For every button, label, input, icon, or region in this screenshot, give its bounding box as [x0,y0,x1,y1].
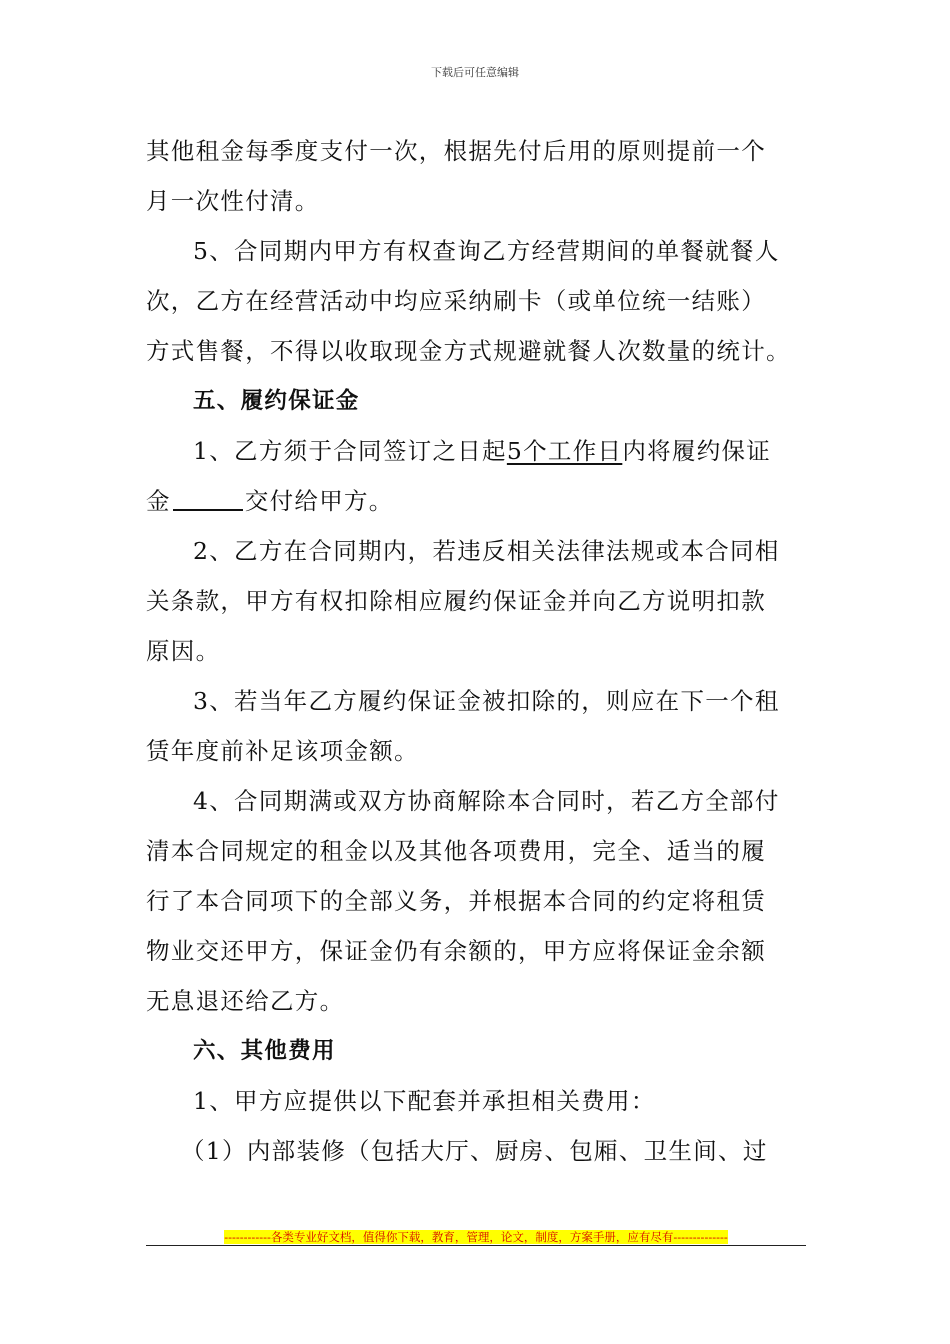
document-body [146,126,810,1176]
paragraph-line: 1、甲方应提供以下配套并承担相关费用： [193,1087,656,1115]
footer-text: ------------各类专业好文档，值得你下载，教育，管理，论文，制度，方案手册，应有尽有-------------- [224,1230,728,1244]
section-heading-6: 六、其他费用 [193,1038,336,1064]
paragraph-line: 4、合同期满或双方协商解除本合同时，若乙方全部付 [193,787,780,815]
paragraph-line: （1）内部装修（包括大厅、厨房、包厢、卫生间、过 [181,1137,768,1165]
paragraph-line: 2、乙方在合同期内，若违反相关法律法规或本合同相 [193,537,780,565]
page-header-note: 下载后可任意编辑 [431,66,519,79]
paragraph-line: 3、若当年乙方履约保证金被扣除的，则应在下一个租 [193,687,780,715]
paragraph-line: 关条款，甲方有权扣除相应履约保证金并向乙方说明扣款 [146,587,766,615]
paragraph-line: 原因。 [146,637,221,665]
paragraph-line: 次，乙方在经营活动中均应采纳刷卡（或单位统一结账） [146,287,766,315]
paragraph-line: 月一次性付清。 [146,187,320,215]
text-span: 1、乙方须于合同签订之日起 [193,437,507,465]
paragraph-line: 其他租金每季度支付一次，根据先付后用的原则提前一个 [146,137,766,165]
paragraph-line: 行了本合同项下的全部义务，并根据本合同的约定将租赁 [146,887,766,915]
text-span: 金 [146,487,171,515]
paragraph-line [146,476,810,526]
fill-in-blank [173,487,243,511]
underlined-term: 5个工作日 [506,437,623,465]
paragraph-line: 赁年度前补足该项金额。 [146,737,419,765]
section-heading-5: 五、履约保证金 [193,388,360,414]
paragraph-line [146,426,810,476]
paragraph-line: 5、合同期内甲方有权查询乙方经营期间的单餐就餐人 [193,237,780,265]
paragraph-line: 物业交还甲方，保证金仍有余额的，甲方应将保证金余额 [146,937,766,965]
paragraph-line: 方式售餐，不得以收取现金方式规避就餐人次数量的统计。 [146,337,791,365]
paragraph-line: 无息退还给乙方。 [146,987,345,1015]
paragraph-line: 清本合同规定的租金以及其他各项费用，完全、适当的履 [146,837,766,865]
footer-banner [146,1229,806,1245]
footer-divider [146,1245,806,1246]
text-span: 内将履约保证 [622,437,772,465]
text-span: 交付给甲方。 [244,487,394,515]
